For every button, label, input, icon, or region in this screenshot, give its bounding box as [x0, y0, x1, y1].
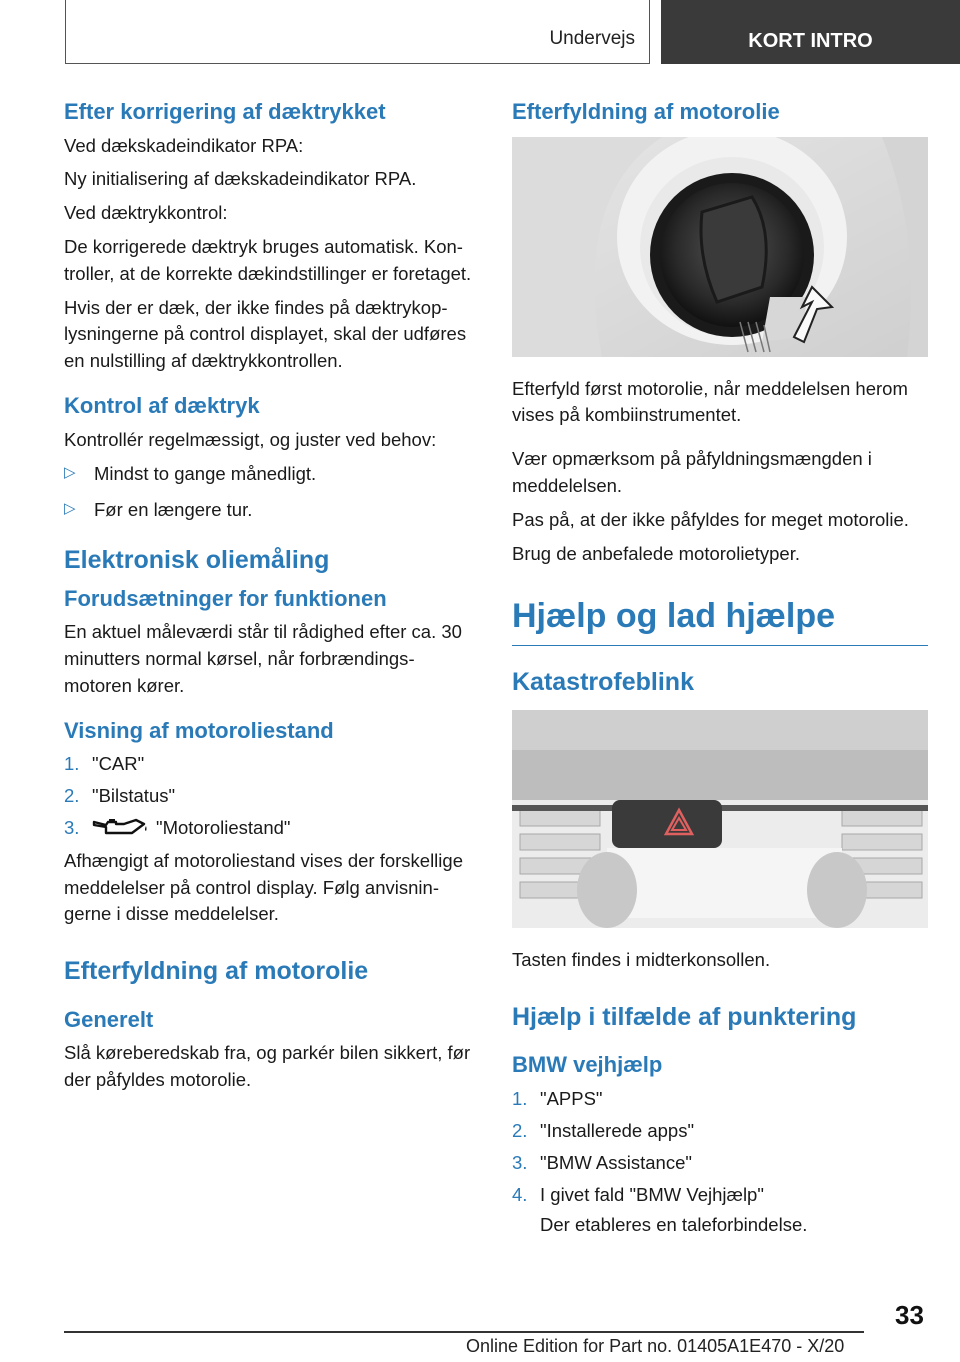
roadside-step-note: Der etableres en taleforbindelse. [540, 1214, 808, 1236]
caption-oil-cap: Efterfyld først motorolie, når meddelelsen herom vises på kombiinstrumentet. [512, 377, 908, 426]
heading-puncture-help: Hjælp i tilfælde af punktering [512, 1002, 857, 1031]
hazard-button-photo [512, 710, 928, 928]
para-tpm-reset: Hvis der er dæk, der ikke findes på dæktrykoplysningerne på control displayet, skal der udføres en nulstilling af dæktrykkontrollen. [64, 296, 467, 372]
header-section-box [65, 0, 650, 64]
heading-tire-check: Kontrol af dæktryk [64, 393, 260, 419]
heading-tire-correction: Efter korrigering af dæktrykket [64, 99, 386, 124]
list-item: ▷ Før en længere tur. [64, 499, 253, 521]
heading-general: Generelt [64, 1006, 154, 1032]
heading-help: Hjælp og lad hjælpe [512, 594, 928, 645]
para-oil-messages: Afhængigt af motoroliestand vises der forskellige meddelelser på control display. Følg anvisningerne i disse meddelelser. [64, 849, 463, 925]
caption-hazard: Tasten findes i midterkonsollen. [512, 949, 771, 971]
para-rpa-label: Ved dækskadeindikator RPA: [64, 134, 304, 156]
heading-bmw-roadside: BMW vejhjælp [512, 1052, 663, 1078]
oil-cap-photo [512, 137, 928, 357]
para-measurement: En aktuel måleværdi står til rådighed efter ca. 30 minutters normal kørsel, når forbrændingsmotoren kører. [64, 621, 462, 696]
para-general: Slå køreberedskab fra, og parkér bilen sikkert, før der påfyldes motorolie. [64, 1042, 471, 1091]
para-check-regularly: Kontrollér regelmæssigt, og juster ved behov: [64, 428, 437, 450]
list-item: 3. "Motoroliestand" [64, 816, 291, 838]
list-item: 3. "BMW Assistance" [512, 1151, 692, 1173]
oil-steps-list [64, 751, 476, 841]
heading-prerequisites: Forudsætninger for funktionen [64, 585, 387, 611]
list-item: 1. "CAR" [64, 753, 145, 775]
header-section-title: Undervejs [549, 28, 635, 49]
left-column [64, 98, 476, 1101]
heading-oil-refill-right: Efterfyldning af motorolie [512, 99, 780, 124]
check-list [64, 461, 476, 525]
list-item: 1. "APPS" [512, 1088, 603, 1110]
list-item: 2. "Bilstatus" [64, 785, 176, 807]
header-chapter-tab [661, 0, 960, 64]
heading-oil-refill: Efterfyldning af motorolie [64, 957, 369, 986]
para-oil-types: Brug de anbefalede motorolietyper. [512, 542, 800, 564]
list-item: 2. "Installerede apps" [512, 1119, 695, 1141]
header-chapter-title: KORT INTRO [748, 29, 873, 52]
triangle-bullet-icon: ▷ [64, 463, 76, 481]
para-no-overfill: Pas på, at der ikke påfyldes for meget motorolie. [512, 508, 909, 530]
para-fill-quantity: Vær opmærksom på påfyldningsmængden i meddelelsen. [512, 448, 872, 497]
footer-watermark: Online Edition for Part no. 01405A1E470 - X/20 [466, 1336, 845, 1356]
footer-divider [64, 1331, 864, 1333]
para-tpm-auto: De korrigerede dæktryk bruges automatisk. Kontroller, at de korrekte dækindstillinger er foretaget. [64, 236, 472, 284]
heading-oil-display: Visning af motoroliestand [64, 717, 334, 743]
para-rpa-init: Ny initialisering af dækskadeindikator RPA. [64, 168, 417, 190]
triangle-bullet-icon: ▷ [64, 500, 76, 518]
para-tpm-label: Ved dæktrykkontrol: [64, 202, 228, 224]
page-number: 33 [895, 1300, 924, 1330]
heading-electronic-oil: Elektronisk oliemåling [64, 546, 330, 575]
right-column [512, 98, 928, 1245]
heading-hazard-lights: Katastrofeblink [512, 667, 694, 696]
oil-can-icon [92, 816, 148, 838]
roadside-steps-list [512, 1086, 928, 1239]
list-item: 4. I givet fald "BMW Vejhjælp" Der etableres en taleforbindelse. [512, 1182, 928, 1240]
list-item: ▷ Mindst to gange månedligt. [64, 462, 317, 484]
